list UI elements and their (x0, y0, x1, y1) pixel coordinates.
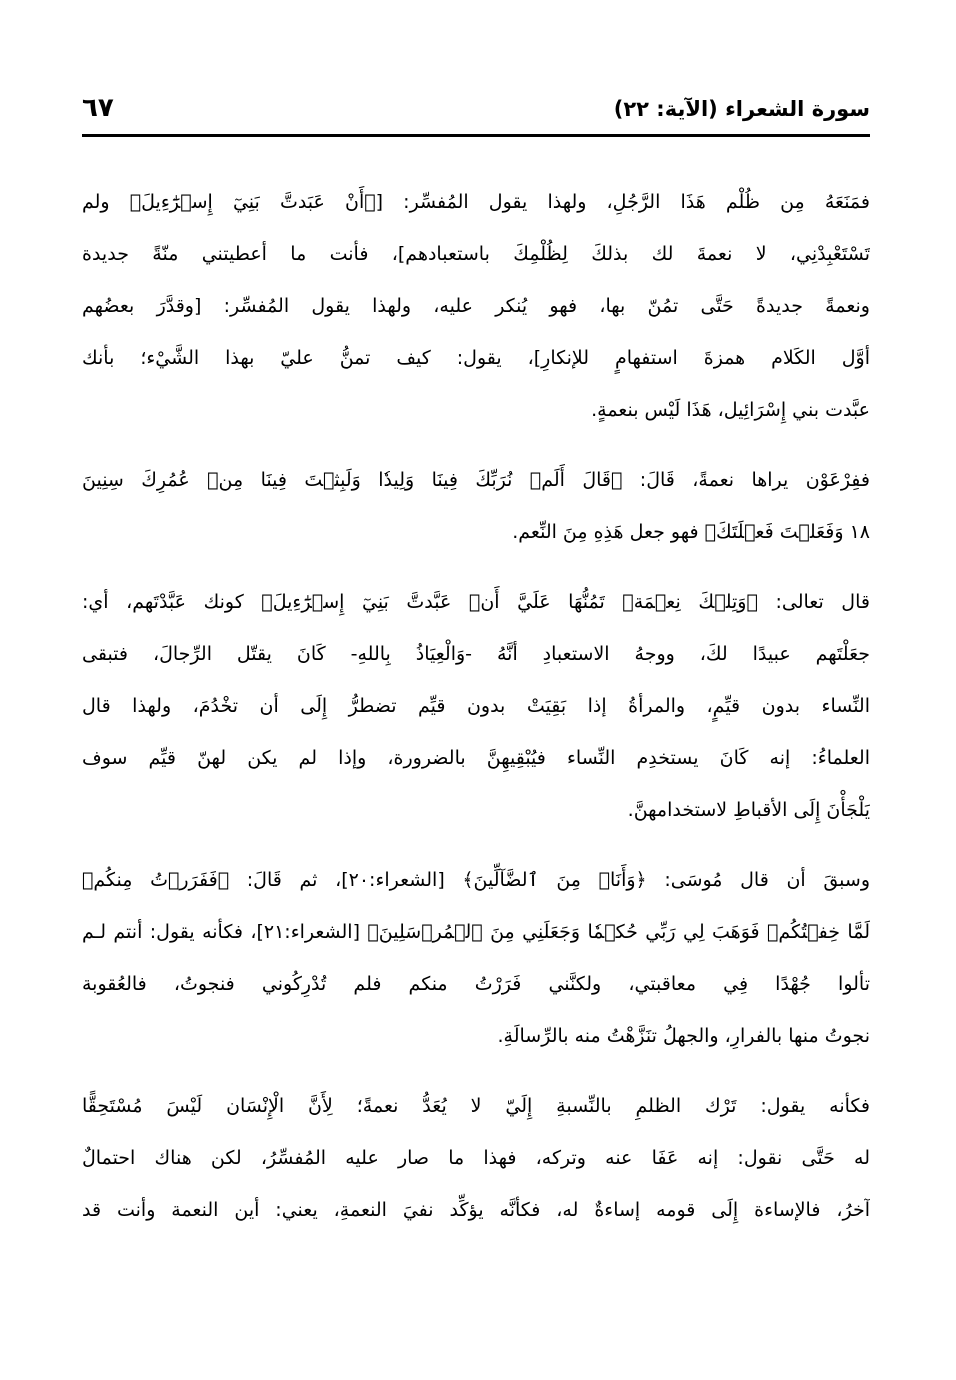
text-line: لَمَّا خِفۡتُكُمۡ فَوَهَبَ لِي رَبِّي حُكۡمٗا وَجَعَلَنِي مِنَ ٱلۡمُرۡسَلِينَ﴾ [الشعراء:٢١]، فكأنه يقول: أنتم لـم (82, 921, 870, 943)
text-line: عبَّدت بني إِسْرَائِيل، هَذَا لَيْس بنعمةٍ. (591, 399, 870, 421)
text-line: ونعمةً جديدةً حَتَّى تمُنّ بها، فهو يُنكر عليه، ولهذا يقول المُفسِّر: [وقدَّرَ بعضُهم (82, 295, 870, 317)
body-text (82, 176, 870, 1254)
text-line: له حَتَّى نقول: إنه عَفَا عنه وتركه، فهذا ما صار عليه المُفسِّرُ، لكن هناك احتمالٌ (82, 1147, 870, 1169)
text-line: العلماءُ: إنه كَانَ يستخدِم النِّساء فيُبْقِيهِنَّ بالضرورة، وإذا لم يكن لهنّ قيِّم سوف (82, 747, 870, 769)
text-line: جعَلْتَهم عبيدًا لكَ، ووجهُ الاستعبادِ أنَّهُ -وَالْعِيَاذُ بِاللهِ- كَانَ يقتّل الرِّجالَ، فتبقى (82, 643, 870, 665)
text-line: يَلْجَأْنَ إِلَى الأقباطِ لاستخدامهنَّ. (627, 799, 870, 821)
header-rule (82, 134, 870, 137)
paragraph (82, 454, 870, 558)
text-line: أوَّل الكَلام همزةَ استفهامٍ للإنكارِ]، يقول: كيف تمنُّ عليّ بهذا الشَّيْء؛ بأنك (82, 347, 870, 369)
paragraph (82, 176, 870, 436)
text-line: تَسْتَعْبِدْنِي، لا نعمةَ لك بذلكَ لِظُلْمِكَ باستعبادهم]، فأنت ما أعطيتني منّةً جديدة (82, 243, 870, 265)
text-line: ١٨ وَفَعَلۡتَ فَعۡلَتَكَ﴾ فهو جعل هَذِهِ مِنَ النِّعم. (512, 521, 870, 543)
page-header (82, 92, 870, 132)
paragraph (82, 576, 870, 836)
text-line: فمَنَعَهُ مِن ظُلْم هَذَا الرَّجُلِ، ولهذا يقول المُفسِّر: [﴿أَنْ عَبَدتَّ بَنِيٓ إِسۡرَٰٓءِيلَ﴾ ولم (82, 191, 870, 213)
paragraph (82, 1080, 870, 1236)
text-line: آخرُ، فالإساءة إِلَى قومه إساءةٌ له، فكأنَّه يؤكِّد نفيَ النعمةِ، يعني: أين النعمة وأنت قد (82, 1199, 870, 1221)
page-number: ٦٧ (82, 93, 114, 123)
running-head: سورة الشعراء (الآية: ٢٢) (613, 97, 870, 121)
text-line: ففِرْعَوْن يراها نعمةً، قَالَ: ﴿قَالَ أَلَمۡ نُرَبِّكَ فِينَا وَلِيدٗا وَلَبِثۡتَ فِينَا مِنۡ عُمُرِكَ سِنِينَ (82, 469, 870, 491)
paragraph (82, 854, 870, 1062)
text-line: نجوتُ منها بالفرارِ، والجهلُ تنَزَّهْتُ منه بالرِّسالَةِ. (497, 1025, 870, 1047)
text-line: النِّساء بدون قيِّمٍ، والمرأةُ إذا بَقِيَتْ بدون قيِّم تضطرُّ إِلَى أن تخْدُمَ، ولهذا قال (82, 695, 870, 717)
text-line: وسبقَ أن قال مُوسَى: ﴿وَأَنَا۠ مِنَ ٱلضَّآلِّينَ﴾ [الشعراء:٢٠]، ثم قَالَ: ﴿فَفَرَرۡتُ مِنكُمۡ (82, 869, 870, 891)
text-line: تألوا جُهْدًا فِي معاقبتي، ولكنَّني فَرَرْتُ منكم فلم تُدْرِكُوني فنجوتُ، فالعُقوبة (82, 973, 870, 995)
text-line: قال تعالى: ﴿وَتِلۡكَ نِعۡمَةٞ تَمُنُّهَا عَلَيَّ أَنۡ عَبَّدتَّ بَنِيٓ إِسۡرَٰٓءِيلَ﴾ كونك عَبَّدْتَهم، أي: (82, 591, 870, 613)
text-line: فكأنه يقول: تَرْك الظلمِ بالنِّسبةِ إِلَيّ لا يُعَدُّ نعمةً؛ لِأَنَّ الْإِنْسَان لَيْسَ مُسْتَحِقًّا (82, 1095, 870, 1117)
